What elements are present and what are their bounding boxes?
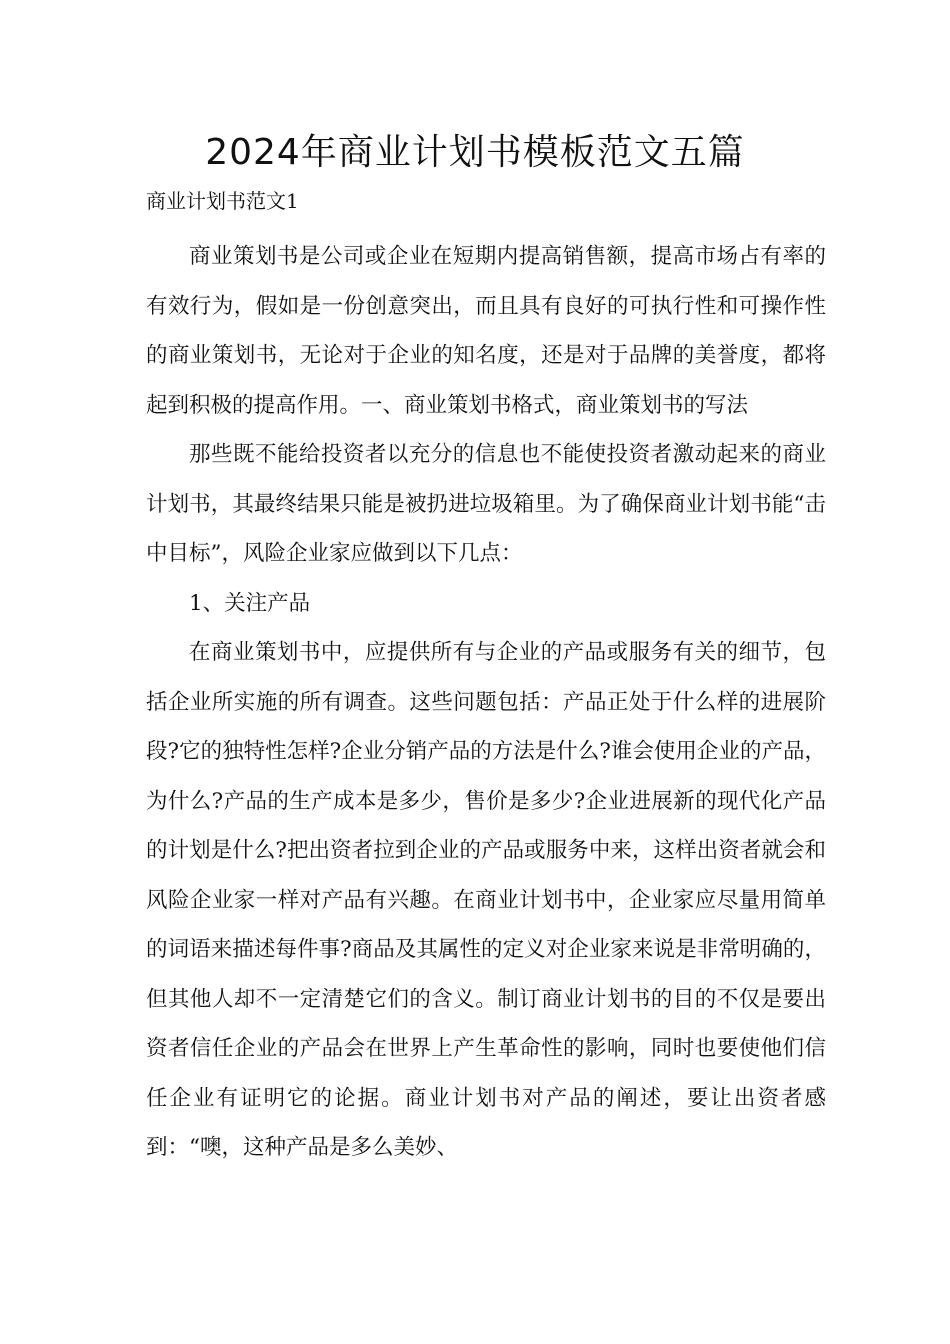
document-body <box>146 232 826 1173</box>
paragraph-investor-info: 那些既不能给投资者以充分的信息也不能使投资者激动起来的商业计划书，其最终结果只能是被扔进垃圾箱里。为了确保商业计划书能“击中目标”，风险企业家应做到以下几点： <box>146 442 826 566</box>
document-title: 2024年商业计划书模板范文五篇 <box>205 132 745 173</box>
list-item-heading: 1、关注产品 <box>189 590 311 616</box>
paragraph-product-details: 在商业策划书中，应提供所有与企业的产品或服务有关的细节，包括企业所实施的所有调查。这些问题包括：产品正处于什么样的进展阶段?它的独特性怎样?企业分销产品的方法是什么?谁会使用企业的产品，为什么?产品的生产成本是多少，售价是多少?企业进展新的现代化产品的计划是什么?把出资者拉到企业的产品或服务中来，这样出资者就会和风险企业家一样对产品有兴趣。在商业计划书中，企业家应尽量用简单的词语来描述每件事?商品及其属性的定义对企业家来说是非常明确的，但其他人却不一定清楚它们的含义。制订商业计划书的目的不仅是要出资者信任企业的产品会在世界上产生革命性的影响，同时也要使他们信任企业有证明它的论据。商业计划书对产品的阐述，要让出资者感到：“噢，这种产品是多么美妙、 <box>146 640 826 1160</box>
paragraph-intro: 商业策划书是公司或企业在短期内提高销售额，提高市场占有率的有效行为，假如是一份创意突出，而且具有良好的可执行性和可操作性的商业策划书，无论对于企业的知名度，还是对于品牌的美誉度，都将起到积极的提高作用。一、商业策划书格式，商业策划书的写法 <box>146 244 826 418</box>
section-heading: 商业计划书范文1 <box>146 189 299 213</box>
